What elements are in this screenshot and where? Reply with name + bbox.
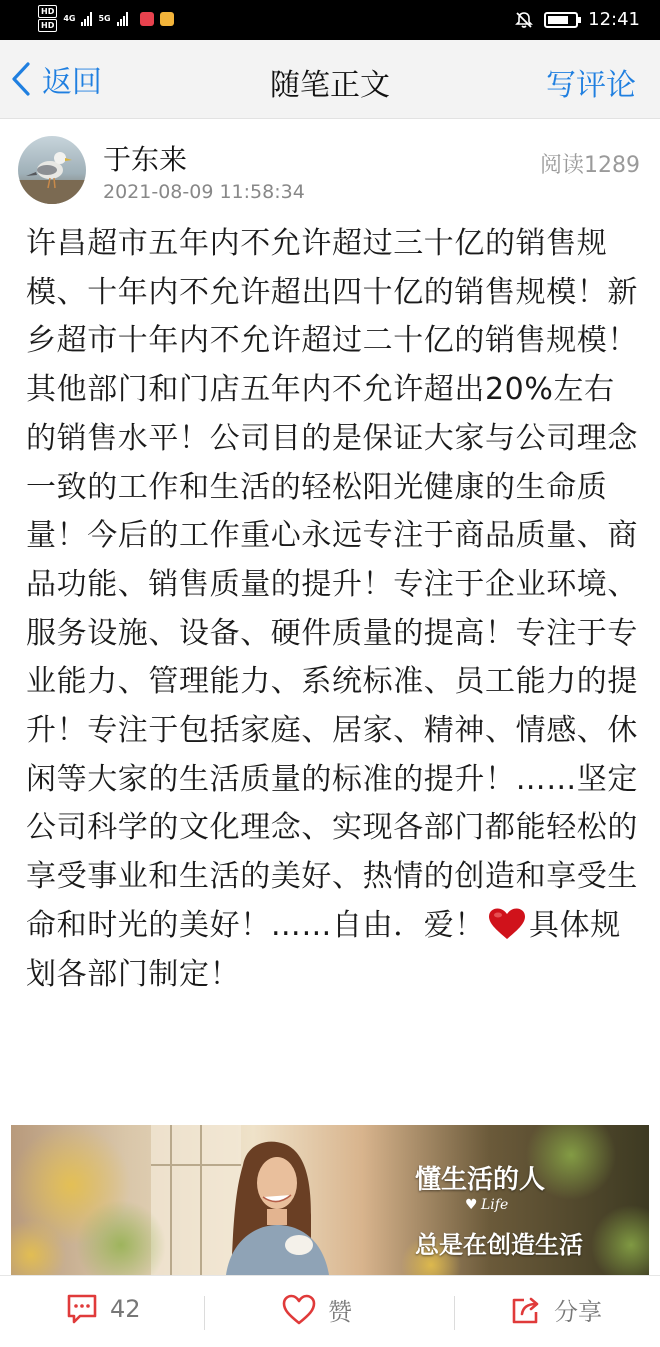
mute-icon: [514, 10, 534, 30]
divider: [204, 1296, 205, 1330]
bottom-action-bar: [0, 1275, 660, 1347]
heart-emoji-icon: [487, 907, 527, 941]
battery-icon: [544, 12, 578, 28]
comment-button[interactable]: [66, 1292, 141, 1326]
read-count: 阅读1289: [540, 153, 640, 178]
hd-badge: HD: [38, 5, 57, 18]
share-label: 分享: [554, 1298, 602, 1326]
status-left: [38, 5, 174, 32]
hd-badge: HD: [38, 19, 57, 32]
post-body: [26, 220, 638, 999]
hd-indicators: [38, 5, 57, 32]
post-timestamp: 2021-08-09 11:58:34: [103, 181, 305, 203]
notification-app-icon: [160, 12, 174, 26]
write-comment-button[interactable]: 写评论: [546, 68, 636, 103]
share-button[interactable]: [510, 1292, 602, 1327]
post-text: 具体规划各部门制定！: [26, 907, 621, 992]
author-name[interactable]: 于东来: [103, 143, 188, 176]
signal-icon: [117, 12, 128, 26]
network-type: 4G: [63, 14, 76, 23]
status-right: [514, 8, 640, 32]
signal-icon: [81, 12, 92, 26]
status-bar: [0, 0, 660, 40]
page-title: 随笔正文: [270, 68, 390, 103]
divider: [454, 1296, 455, 1330]
nav-bar: [0, 40, 660, 119]
like-label: 赞: [328, 1298, 352, 1326]
status-time: 12:41: [588, 9, 640, 30]
network-type: 5G: [98, 14, 111, 23]
like-button[interactable]: [282, 1292, 352, 1327]
avatar[interactable]: [18, 136, 86, 204]
comment-icon: [66, 1292, 98, 1326]
banner-subtitle: Life: [481, 1197, 509, 1213]
banner-tagline: 总是在创造生活: [415, 1231, 583, 1259]
comment-count: 42: [110, 1295, 141, 1323]
banner-headline: 懂生活的人: [415, 1165, 546, 1195]
promo-banner[interactable]: [11, 1125, 649, 1275]
heart-icon: ♥: [465, 1197, 478, 1213]
post-text: 许昌超市五年内不允许超过三十亿的销售规模、十年内不允许超出四十亿的销售规模！新乡超市十年内不允许超过二十亿的销售规模！其他部门和门店五年内不允许超出20%左右的销售水平！公司目的是保证大家与公司理念一致的工作和生活的轻松阳光健康的生命质量！今后的工作重心永远专注于商品质量、商品功能、销售质量的提升！专注于企业环境、服务设施、设备、硬件质量的提高！专注于专业能力、管理能力、系统标准、员工能力的提升！专注于包括家庭、居家、精神、情感、休闲等大家的生活质量的标准的提升！……坚定公司科学的文化理念、实现各部门都能轻松的享受事业和生活的美好、热情的创造和享受生命和时光的美好！……自由．爱！: [26, 226, 638, 943]
share-icon: [510, 1294, 542, 1326]
notification-app-icon: [140, 12, 154, 26]
heart-outline-icon: [282, 1294, 316, 1326]
back-label: 返回: [42, 65, 102, 100]
seagull-avatar-image: [18, 136, 86, 204]
